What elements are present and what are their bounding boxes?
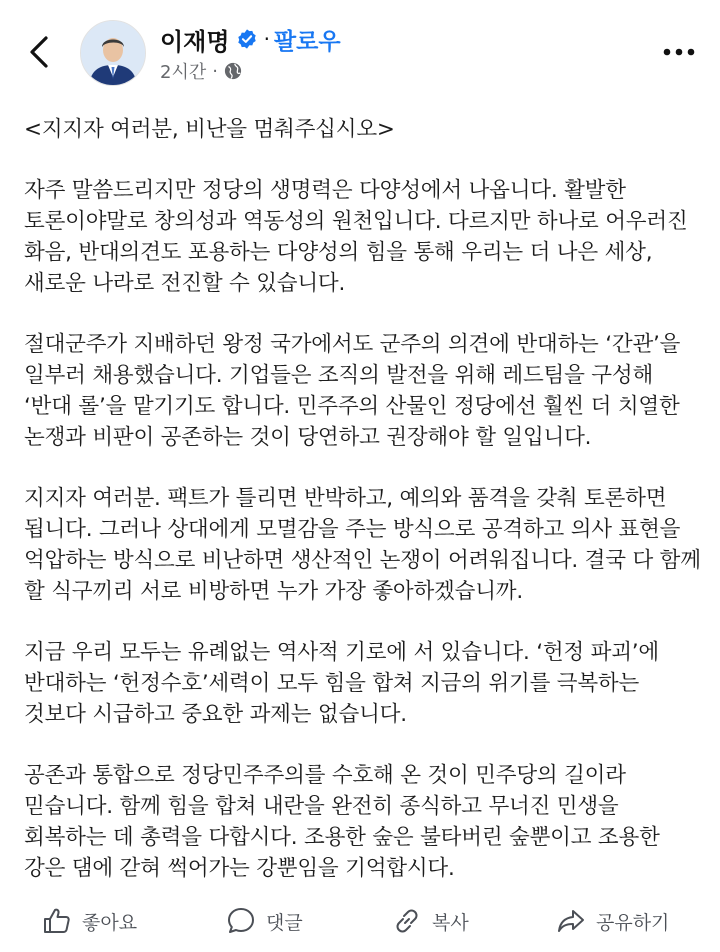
follow-button[interactable]: 팔로우 xyxy=(273,28,341,55)
post-timestamp[interactable]: 2시간 xyxy=(160,62,207,83)
like-button[interactable] xyxy=(42,895,137,947)
copy-label: 복사 xyxy=(432,911,469,934)
comment-button[interactable] xyxy=(226,895,303,947)
share-button[interactable] xyxy=(556,895,669,947)
comment-label: 댓글 xyxy=(266,911,303,934)
share-arrow-icon xyxy=(556,906,586,936)
post-header xyxy=(0,0,720,100)
comment-bubble-icon xyxy=(226,906,256,936)
globe-icon xyxy=(224,62,242,80)
thumbs-up-icon xyxy=(42,906,72,936)
post-title: <지지자 여러분, 비난을 멈춰주십시오> xyxy=(24,117,395,142)
separator-dot: · xyxy=(263,27,270,51)
copy-link-button[interactable] xyxy=(392,895,469,947)
back-arrow-icon[interactable] xyxy=(22,32,58,72)
author-line xyxy=(160,22,341,56)
post-paragraph: 지지자 여러분. 팩트가 틀리면 반박하고, 예의와 품격을 갖춰 토론하면 됩니다. 그러나 상대에게 모멸감을 주는 방식으로 공격하고 의사 표현을 억압하는 방식으로 비난하면 생산적인 논쟁이 어려워집니다. 결국 다 함께 할 식구끼리 서로 비방하면 누가 가장 좋아하겠습니까. xyxy=(24,486,701,604)
profile-photo xyxy=(81,21,145,85)
like-label: 좋아요 xyxy=(82,911,138,934)
more-options-icon[interactable] xyxy=(662,44,696,60)
post-body xyxy=(24,114,704,914)
post-paragraph: 절대군주가 지배하던 왕정 국가에서도 군주의 의견에 반대하는 ‘간관’을 일부러 채용했습니다. 기업들은 조직의 발전을 위해 레드팀을 구성해 ‘반대 롤’을 맡기기도 합니다. 민주주의 산물인 정당에선 훨씬 더 치열한 논쟁과 비판이 공존하는 것이 당연하고 권장해야 할 일입니다. xyxy=(24,332,681,450)
post-paragraph: 공존과 통합으로 정당민주주의를 수호해 온 것이 민주당의 길이라 믿습니다. 함께 힘을 합쳐 내란을 완전히 종식하고 무너진 민생을 회복하는 데 총력을 다합시다. 조용한 숲은 불타버린 숲뿐이고 조용한 강은 댐에 갇혀 썩어가는 강뿐임을 기억합시다. xyxy=(24,763,660,881)
meta-separator: · xyxy=(212,60,218,82)
post-meta xyxy=(160,58,242,84)
share-label: 공유하기 xyxy=(596,911,670,934)
link-icon xyxy=(392,906,422,936)
action-bar xyxy=(0,895,720,947)
verified-badge-icon xyxy=(236,28,258,50)
post-paragraph: 자주 말씀드리지만 정당의 생명력은 다양성에서 나옵니다. 활발한 토론이야말로 창의성과 역동성의 원천입니다. 다르지만 하나로 어우러진 화음, 반대의견도 포용하는 다양성의 힘을 통해 우리는 더 나은 세상, 새로운 나라로 전진할 수 있습니다. xyxy=(24,178,688,296)
post-paragraph: 지금 우리 모두는 유례없는 역사적 기로에 서 있습니다. ‘헌정 파괴’에 반대하는 ‘헌정수호’세력이 모두 힘을 합쳐 지금의 위기를 극복하는 것보다 시급하고 중요한 과제는 없습니다. xyxy=(24,640,659,727)
author-avatar[interactable] xyxy=(80,20,146,86)
author-name[interactable]: 이재명 xyxy=(160,27,230,56)
